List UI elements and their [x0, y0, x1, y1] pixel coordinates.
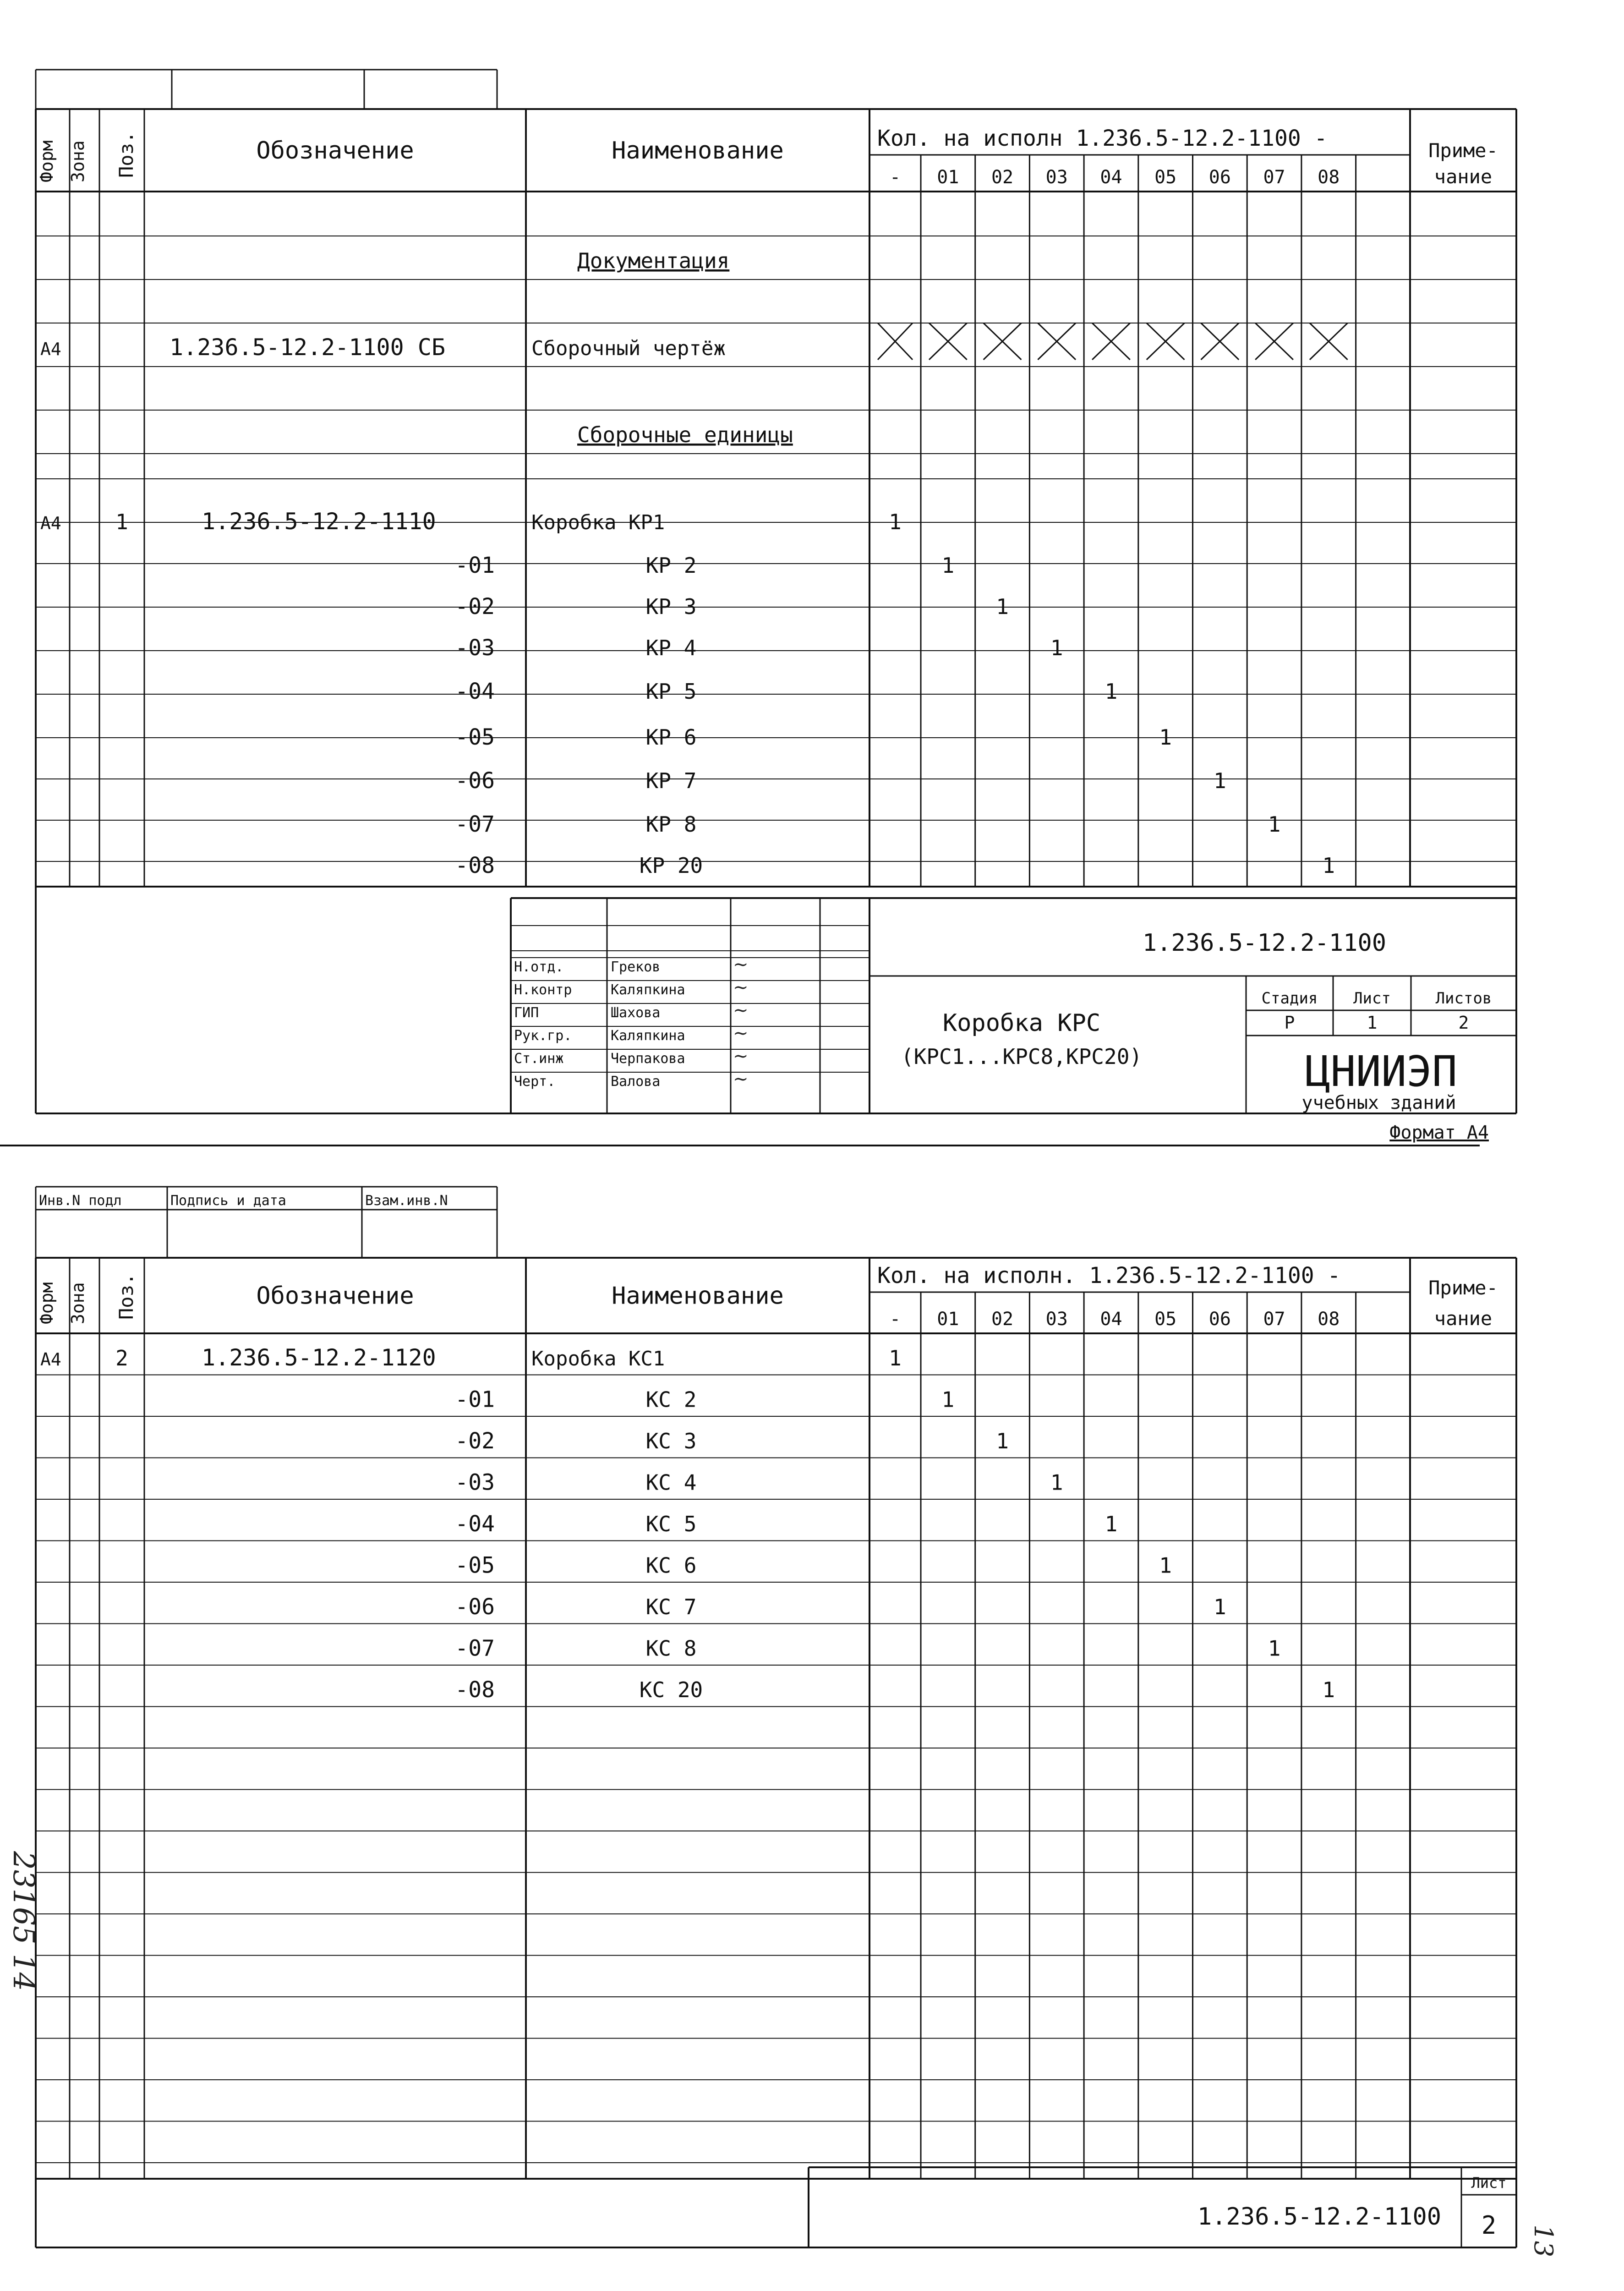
s2-row-qty-6: 1	[1213, 1595, 1226, 1619]
s1-row-name-11: КР 20	[639, 853, 703, 878]
s1-row-qty-3: 1	[889, 510, 902, 534]
s2-row-designation-1: -01	[455, 1387, 495, 1413]
s1-row-designation-11: -08	[455, 853, 495, 878]
signature-5: ~	[733, 1069, 749, 1090]
header-name: Наименование	[612, 137, 784, 164]
s2-row-name-4: КС 5	[645, 1512, 697, 1536]
s2-row-qty-2: 1	[996, 1429, 1009, 1453]
header-note-2: чание	[1434, 1307, 1493, 1330]
s1-row-designation-7: -04	[455, 679, 495, 704]
variant-header-5: 05	[1154, 1309, 1177, 1330]
margin-label-0: Инв.N подл	[39, 1193, 122, 1209]
variant-header-4: 04	[1100, 167, 1122, 188]
s1-row-qty-11: 1	[1322, 853, 1335, 878]
s1-row-section-0: Документация	[577, 248, 730, 273]
s1-row-qty-10: 1	[1268, 812, 1281, 837]
variant-header-2: 02	[991, 167, 1014, 188]
s1-row-name-7: КР 5	[645, 679, 697, 704]
variant-header-7: 07	[1263, 167, 1285, 188]
s2-row-name-3: КС 4	[645, 1470, 697, 1495]
tb-sheet-label: Лист	[1353, 989, 1391, 1008]
staff-name-2: Шахова	[611, 1005, 661, 1021]
s2-row-designation-8: -08	[455, 1677, 495, 1703]
margin-label-1: Подпись и дата	[170, 1193, 286, 1209]
variant-header-3: 03	[1045, 1309, 1068, 1330]
s2-row-qty-7: 1	[1268, 1636, 1281, 1661]
variant-header-6: 06	[1208, 1309, 1231, 1330]
s1-row-form-1: А4	[40, 339, 61, 359]
s1-row-designation-5: -02	[455, 594, 495, 619]
s2-row-name-1: КС 2	[645, 1387, 697, 1412]
signature-3: ~	[733, 1023, 749, 1044]
s1-row-name-8: КР 6	[645, 725, 697, 750]
s2-doc-number: 1.236.5-12.2-1100	[1197, 2203, 1442, 2231]
header-qty-title: Кол. на исполн. 1.236.5-12.2-1100 -	[877, 1263, 1341, 1288]
s1-row-name-1: Сборочный чертёж	[531, 337, 726, 360]
staff-name-5: Валова	[611, 1074, 661, 1090]
s1-row-qty-5: 1	[996, 594, 1009, 619]
staff-role-5: Черт.	[514, 1074, 556, 1090]
variant-header-4: 04	[1100, 1309, 1122, 1330]
variant-header-8: 08	[1318, 1309, 1340, 1330]
s2-row-designation-3: -03	[455, 1469, 495, 1496]
s2-row-name-0: Коробка КС1	[531, 1347, 665, 1370]
header-note-1: Приме-	[1428, 139, 1498, 162]
header-zone: Зона	[68, 140, 88, 182]
signature-2: ~	[733, 1000, 749, 1021]
s2-row-qty-4: 1	[1105, 1512, 1118, 1536]
s2-row-qty-5: 1	[1159, 1553, 1172, 1578]
variant-header-0: -	[889, 167, 901, 188]
s2-row-pos-0: 2	[115, 1346, 128, 1370]
staff-role-4: Ст.инж	[514, 1051, 564, 1067]
header-zone: Зона	[68, 1282, 88, 1324]
header-note-1: Приме-	[1428, 1277, 1498, 1299]
variant-header-5: 05	[1154, 167, 1177, 188]
header-note-2: чание	[1434, 165, 1493, 188]
s1-row-qty-9: 1	[1213, 768, 1226, 793]
header-pos: Поз.	[115, 131, 137, 178]
s2-row-qty-8: 1	[1322, 1677, 1335, 1702]
staff-role-3: Рук.гр.	[514, 1028, 572, 1044]
s2-sheet-label: Лист	[1471, 2174, 1507, 2192]
s1-row-name-5: КР 3	[645, 594, 697, 619]
s1-row-designation-1: 1.236.5-12.2-1100 СБ	[170, 334, 446, 361]
header-qty-title: Кол. на исполн 1.236.5-12.2-1100 -	[877, 126, 1328, 151]
s1-row-name-3: Коробка КР1	[531, 511, 665, 534]
variant-header-1: 01	[937, 167, 959, 188]
header-form: Форм	[37, 140, 57, 182]
staff-role-0: Н.отд.	[514, 959, 564, 975]
staff-name-3: Каляпкина	[611, 1028, 685, 1044]
s1-row-designation-3: 1.236.5-12.2-1110	[202, 508, 436, 535]
s2-row-name-6: КС 7	[645, 1595, 697, 1619]
tb-sheets-label: Листов	[1435, 989, 1492, 1008]
s1-row-name-10: КР 8	[645, 812, 697, 837]
tb-title-1: Коробка КРС	[942, 1009, 1101, 1037]
tb-title-2: (КРС1...КРС8,КРС20)	[901, 1044, 1143, 1069]
tb-stage-label: Стадия	[1261, 989, 1318, 1008]
s2-row-designation-6: -06	[455, 1594, 495, 1620]
s2-row-form-0: А4	[40, 1349, 61, 1370]
header-pos: Поз.	[115, 1273, 137, 1320]
staff-name-0: Греков	[611, 959, 661, 975]
s1-row-name-4: КР 2	[645, 553, 697, 578]
s2-row-qty-3: 1	[1050, 1470, 1063, 1495]
variant-header-7: 07	[1263, 1309, 1285, 1330]
s1-row-name-9: КР 7	[645, 768, 697, 793]
s2-row-name-7: КС 8	[645, 1636, 697, 1661]
s2-sheet: 2	[1481, 2211, 1497, 2240]
s2-row-name-5: КС 6	[645, 1553, 697, 1578]
s1-row-qty-8: 1	[1159, 725, 1172, 750]
s1-row-name-6: КР 4	[645, 636, 697, 660]
variant-header-1: 01	[937, 1309, 959, 1330]
page-number: 13	[1528, 2225, 1558, 2258]
variant-header-3: 03	[1045, 167, 1068, 188]
tb-format: Формат А4	[1389, 1122, 1489, 1143]
variant-header-0: -	[889, 1309, 901, 1330]
s1-row-designation-4: -01	[455, 553, 495, 578]
tb-org: ЦНИИЭП	[1305, 1047, 1458, 1096]
s1-row-designation-8: -05	[455, 724, 495, 750]
staff-name-4: Черпакова	[611, 1051, 685, 1067]
s1-row-qty-6: 1	[1050, 636, 1063, 660]
tb-stage: Р	[1284, 1013, 1295, 1033]
header-designation: Обозначение	[256, 1282, 414, 1310]
s2-row-name-8: КС 20	[639, 1677, 703, 1702]
header-designation: Обозначение	[256, 137, 414, 164]
s1-row-designation-10: -07	[455, 811, 495, 837]
s2-row-designation-7: -07	[455, 1635, 495, 1661]
s2-row-qty-1: 1	[941, 1387, 955, 1412]
staff-role-1: Н.контр	[514, 982, 572, 998]
signature-1: ~	[733, 977, 749, 998]
s1-row-qty-4: 1	[941, 553, 955, 578]
s1-row-qty-7: 1	[1105, 679, 1118, 704]
variant-header-2: 02	[991, 1309, 1014, 1330]
s1-row-designation-9: -06	[455, 768, 495, 794]
staff-role-2: ГИП	[514, 1005, 539, 1021]
signature-0: ~	[733, 954, 749, 975]
tb-sheet: 1	[1367, 1013, 1378, 1033]
margin-label-2: Взам.инв.N	[365, 1193, 448, 1209]
s2-row-designation-5: -05	[455, 1552, 495, 1578]
s2-row-designation-4: -04	[455, 1511, 495, 1537]
s1-row-pos-3: 1	[115, 510, 128, 534]
tb-org-sub: учебных зданий	[1301, 1092, 1456, 1113]
variant-header-8: 08	[1318, 167, 1340, 188]
signature-4: ~	[733, 1046, 749, 1067]
s2-row-designation-2: -02	[455, 1428, 495, 1454]
tb-sheets: 2	[1458, 1013, 1469, 1033]
variant-header-6: 06	[1208, 167, 1231, 188]
tb-doc-number: 1.236.5-12.2-1100	[1142, 929, 1387, 957]
staff-name-1: Каляпкина	[611, 982, 685, 998]
s2-row-name-2: КС 3	[645, 1429, 697, 1453]
s2-row-designation-0: 1.236.5-12.2-1120	[202, 1344, 436, 1371]
s2-row-qty-0: 1	[889, 1346, 902, 1370]
side-note: 23165 14	[6, 1851, 40, 1991]
header-form: Форм	[37, 1282, 57, 1324]
s1-row-designation-6: -03	[455, 635, 495, 661]
header-name: Наименование	[612, 1282, 784, 1310]
s1-row-form-3: А4	[40, 513, 61, 533]
s1-row-section-2: Сборочные единицы	[577, 422, 793, 447]
